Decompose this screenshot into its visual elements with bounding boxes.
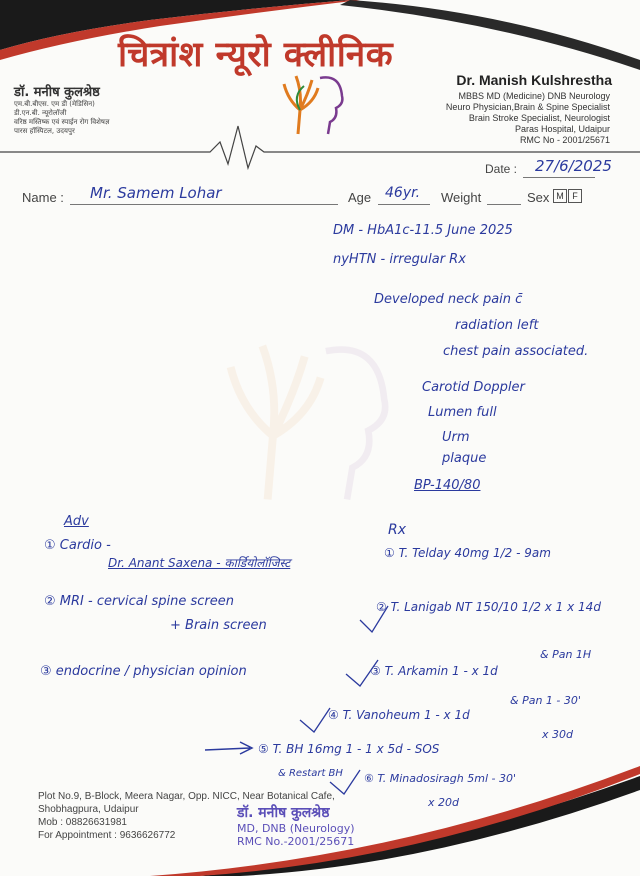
date-label: Date :	[485, 162, 518, 176]
doctor-name-english: Dr. Manish Kulshrestha	[456, 72, 612, 88]
rx-item-3: ③ T. Arkamin 1 - x 1d	[370, 664, 498, 678]
rx-side-note-6: x 20d	[428, 796, 459, 809]
sex-female-box: F	[568, 189, 582, 203]
rx-item-4: ④ T. Vanoheum 1 - x 1d	[328, 708, 470, 722]
note-exam-3: Urm	[442, 430, 470, 445]
rx-item-5: ⑤ T. BH 16mg 1 - 1 x 5d - SOS	[258, 742, 440, 756]
note-exam-2: Lumen full	[428, 405, 497, 420]
doctor-name-hindi: डॉ. मनीष कुलश्रेष्ठ	[14, 85, 100, 100]
sex-male-box: M	[553, 189, 567, 203]
advice-item-1-detail: Dr. Anant Saxena - कार्डियोलॉजिस्ट	[108, 556, 291, 570]
note-exam-1: Carotid Doppler	[422, 380, 525, 395]
clinic-name: चित्रांश न्यूरो क्लीनिक	[118, 35, 394, 75]
note-bp: BP-140/80	[414, 478, 481, 493]
rx-side-note-5: ⑥ T. Minadosiragh 5ml - 30'	[364, 772, 516, 785]
date-value: 27/6/2025	[535, 157, 612, 175]
note-complaint-2: radiation left	[455, 318, 539, 333]
rx-side-note-4: & Restart BH	[278, 768, 343, 779]
rx-side-note-1: & Pan 1H	[540, 648, 592, 661]
rx-item-2: ② T. Lanigab NT 150/10 1/2 x 1 x 14d	[376, 600, 601, 614]
note-complaint-1: Developed neck pain c̄	[374, 292, 523, 307]
weight-label: Weight	[441, 190, 482, 205]
patient-age: 46yr.	[385, 185, 421, 201]
rx-side-note-3: x 30d	[542, 728, 573, 741]
advice-item-2: ② MRI - cervical spine screen	[44, 594, 234, 609]
patient-name: Mr. Samem Lohar	[90, 184, 222, 202]
rx-symbol: Rx	[388, 522, 407, 538]
sex-label: Sex	[527, 190, 550, 205]
note-history-1: DM - HbA1c-11.5 June 2025	[333, 223, 513, 238]
advice-heading: Adv	[64, 514, 89, 529]
advice-item-1: ① Cardio -	[44, 538, 111, 553]
name-label: Name :	[22, 190, 64, 205]
rx-item-1: ① T. Telday 40mg 1/2 - 9am	[384, 546, 551, 560]
note-complaint-3: chest pain associated.	[443, 344, 589, 359]
doctor-credentials-english: MBBS MD (Medicine) DNB Neurology Neuro Physician,Brain & Spine Specialist Brain Stroke Specialist, Neurologist Paras Hospital, Udaipur RMC No - 2001/25671	[445, 91, 610, 145]
note-exam-4: plaque	[442, 451, 487, 466]
doctor-stamp: डॉ. मनीष कुलश्रेष्ठ MD, DNB (Neurology) RMC No.-2001/25671	[237, 805, 355, 848]
clinic-address: Plot No.9, B-Block, Meera Nagar, Opp. NICC, Near Botanical Cafe, Shobhagpura, Udaipur Mob : 08826631981 For Appointment : 9636626772	[38, 791, 335, 841]
note-history-2: nyHTN - irregular Rx	[333, 252, 466, 267]
advice-item-2-detail: + Brain screen	[170, 618, 267, 633]
doctor-credentials-hindi: एम.बी.बीएस. एम डी (मेडिसिन) डी.एन.बी. न्यूरोलॉजी वरिष्ठ मस्तिष्क एवं स्पाईन रोग विशेषज्ञ पारस हॉस्पिटल, उदयपुर	[14, 100, 110, 135]
rx-side-note-2: & Pan 1 - 30'	[510, 694, 581, 707]
age-label: Age	[348, 190, 372, 205]
advice-item-3: ③ endocrine / physician opinion	[40, 664, 247, 679]
